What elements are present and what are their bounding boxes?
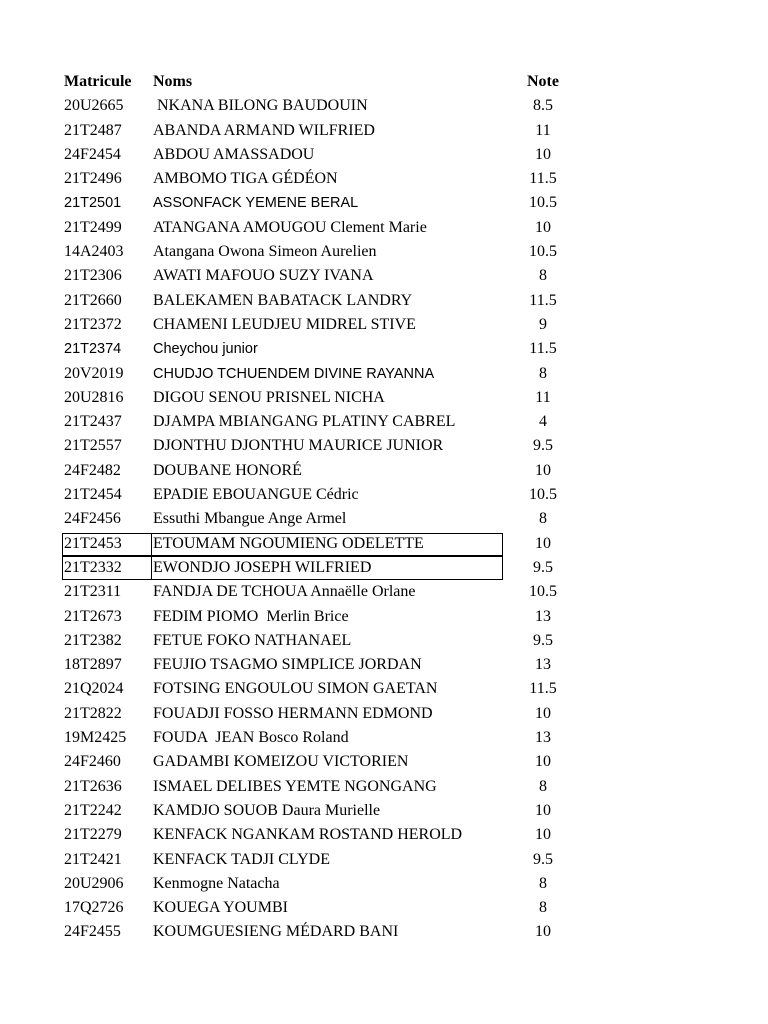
table-row [0,726,768,750]
note-cell: 11.5 [529,680,557,698]
note-cell: 8 [539,364,547,382]
table-row [0,775,768,799]
matricule-cell: 21T2332 [64,558,122,576]
nom-cell: AMBOMO TIGA GÉDÉON [153,170,338,188]
nom-cell: FOUDA JEAN Bosco Roland [153,729,349,747]
note-cell: 8 [539,777,547,795]
table-row [0,191,768,215]
matricule-cell: 21T2421 [64,850,122,868]
note-cell: 11.5 [529,340,557,358]
table-row [0,580,768,604]
table-row [0,605,768,629]
matricule-cell: 14A2403 [64,243,124,261]
nom-cell: FETUE FOKO NATHANAEL [153,631,352,649]
note-cell: 8 [539,874,547,892]
nom-cell: NKANA BILONG BAUDOUIN [153,97,368,115]
nom-cell: DJAMPA MBIANGANG PLATINY CABREL [153,413,456,431]
nom-cell: Kenmogne Natacha [153,874,280,892]
note-cell: 13 [535,656,551,674]
table-row [0,167,768,191]
nom-cell: FEDIM PIOMO Merlin Brice [153,607,349,625]
matricule-cell: 24F2482 [64,461,121,479]
note-cell: 10 [535,218,551,236]
note-cell: 10.5 [529,194,557,212]
nom-cell: EWONDJO JOSEPH WILFRIED [153,558,372,576]
note-cell: 10 [535,801,551,819]
table-row [0,386,768,410]
matricule-cell: 21T2453 [64,534,122,552]
table-row [0,677,768,701]
header-noms: Noms [153,73,193,90]
table-row [0,629,768,653]
table-row [0,94,768,118]
note-cell: 10 [535,534,551,552]
note-cell: 10 [535,461,551,479]
matricule-cell: 21T2557 [64,437,122,455]
table-row [0,410,768,434]
table-row [0,702,768,726]
table-row [0,434,768,458]
nom-cell: KAMDJO SOUOB Daura Murielle [153,801,381,819]
table-row [0,240,768,264]
nom-cell: KOUEGA YOUMBI [153,899,288,917]
matricule-cell: 21T2501 [64,195,122,212]
nom-cell: ATANGANA AMOUGOU Clement Marie [153,218,427,236]
note-cell: 10.5 [529,243,557,261]
table-row [0,119,768,143]
matricule-cell: 17Q2726 [64,899,124,917]
table-row [0,653,768,677]
nom-cell: KENFACK TADJI CLYDE [153,850,330,868]
table-row-highlighted [0,556,768,580]
matricule-cell: 21T2437 [64,413,122,431]
table-row [0,337,768,361]
matricule-cell: 19M2425 [64,729,127,747]
matricule-cell: 21T2496 [64,170,122,188]
note-cell: 10.5 [529,583,557,601]
matricule-cell: 21T2279 [64,826,122,844]
note-cell: 4 [539,413,547,431]
table-row [0,313,768,337]
table-row [0,848,768,872]
matricule-cell: 21T2306 [64,267,122,285]
nom-cell: CHAMENI LEUDJEU MIDREL STIVE [153,315,416,333]
nom-cell: KOUMGUESIENG MÉDARD BANI [153,923,399,941]
nom-cell: EPADIE EBOUANGUE Cédric [153,486,359,504]
table-row [0,750,768,774]
matricule-cell: 20U2906 [64,874,124,892]
table-row [0,896,768,920]
matricule-cell: 21T2311 [64,583,122,601]
note-cell: 8 [539,899,547,917]
nom-cell: Cheychou junior [153,341,258,358]
matricule-cell: 24F2454 [64,145,121,163]
nom-cell: GADAMBI KOMEIZOU VICTORIEN [153,753,409,771]
note-cell: 10 [535,704,551,722]
table-row [0,507,768,531]
nom-cell: AWATI MAFOUO SUZY IVANA [153,267,374,285]
matricule-cell: 21T2487 [64,121,122,139]
nom-cell: Essuthi Mbangue Ange Armel [153,510,347,528]
table-row [0,289,768,313]
matricule-cell: 18T2897 [64,656,122,674]
table-row [0,483,768,507]
matricule-cell: 21T2636 [64,777,122,795]
table-header-row [0,70,768,94]
note-cell: 11.5 [529,291,557,309]
nom-cell: FANDJA DE TCHOUA Annaëlle Orlane [153,583,416,601]
note-cell: 8 [539,267,547,285]
note-cell: 9.5 [533,850,553,868]
note-cell: 11.5 [529,170,557,188]
note-cell: 9 [539,315,547,333]
table-row [0,362,768,386]
matricule-cell: 20U2816 [64,388,124,406]
note-cell: 11 [535,121,551,139]
nom-cell: FOTSING ENGOULOU SIMON GAETAN [153,680,438,698]
matricule-cell: 20V2019 [64,364,124,382]
nom-cell: ISMAEL DELIBES YEMTE NGONGANG [153,777,437,795]
matricule-cell: 21T2374 [64,341,122,358]
note-cell: 8 [539,510,547,528]
nom-cell: ABANDA ARMAND WILFRIED [153,121,375,139]
nom-cell: ASSONFACK YEMENE BERAL [153,195,359,212]
nom-cell: ETOUMAM NGOUMIENG ODELETTE [153,534,424,552]
matricule-cell: 24F2455 [64,923,121,941]
nom-cell: BALEKAMEN BABATACK LANDRY [153,291,413,309]
nom-cell: DOUBANE HONORÉ [153,461,302,479]
nom-cell: DJONTHU DJONTHU MAURICE JUNIOR [153,437,444,455]
matricule-cell: 21T2499 [64,218,122,236]
table-row [0,216,768,240]
matricule-cell: 21T2660 [64,291,122,309]
matricule-cell: 24F2460 [64,753,121,771]
note-cell: 10 [535,145,551,163]
note-cell: 11 [535,388,551,406]
matricule-cell: 21T2454 [64,486,122,504]
note-cell: 9.5 [533,437,553,455]
note-cell: 13 [535,729,551,747]
matricule-cell: 21T2242 [64,801,122,819]
header-matricule: Matricule [64,73,132,90]
grades-table [0,70,768,945]
table-row [0,143,768,167]
note-cell: 13 [535,607,551,625]
matricule-cell: 21T2382 [64,631,122,649]
note-cell: 10 [535,826,551,844]
matricule-cell: 20U2665 [64,97,124,115]
matricule-cell: 21Q2024 [64,680,124,698]
matricule-cell: 21T2673 [64,607,122,625]
table-row [0,799,768,823]
note-cell: 10 [535,753,551,771]
table-row-highlighted [0,532,768,556]
matricule-cell: 21T2372 [64,315,122,333]
nom-cell: Atangana Owona Simeon Aurelien [153,243,377,261]
table-row [0,823,768,847]
nom-cell: FEUJIO TSAGMO SIMPLICE JORDAN [153,656,422,674]
table-row [0,459,768,483]
matricule-cell: 24F2456 [64,510,121,528]
note-cell: 9.5 [533,631,553,649]
matricule-cell: 21T2822 [64,704,122,722]
note-cell: 8.5 [533,97,553,115]
table-row [0,872,768,896]
nom-cell: FOUADJI FOSSO HERMANN EDMOND [153,704,433,722]
nom-cell: KENFACK NGANKAM ROSTAND HEROLD [153,826,463,844]
table-row [0,920,768,944]
note-cell: 10.5 [529,486,557,504]
table-row [0,264,768,288]
header-note: Note [527,73,559,90]
nom-cell: CHUDJO TCHUENDEM DIVINE RAYANNA [153,365,435,382]
note-cell: 10 [535,923,551,941]
nom-cell: DIGOU SENOU PRISNEL NICHA [153,388,385,406]
note-cell: 9.5 [533,558,553,576]
nom-cell: ABDOU AMASSADOU [153,145,315,163]
